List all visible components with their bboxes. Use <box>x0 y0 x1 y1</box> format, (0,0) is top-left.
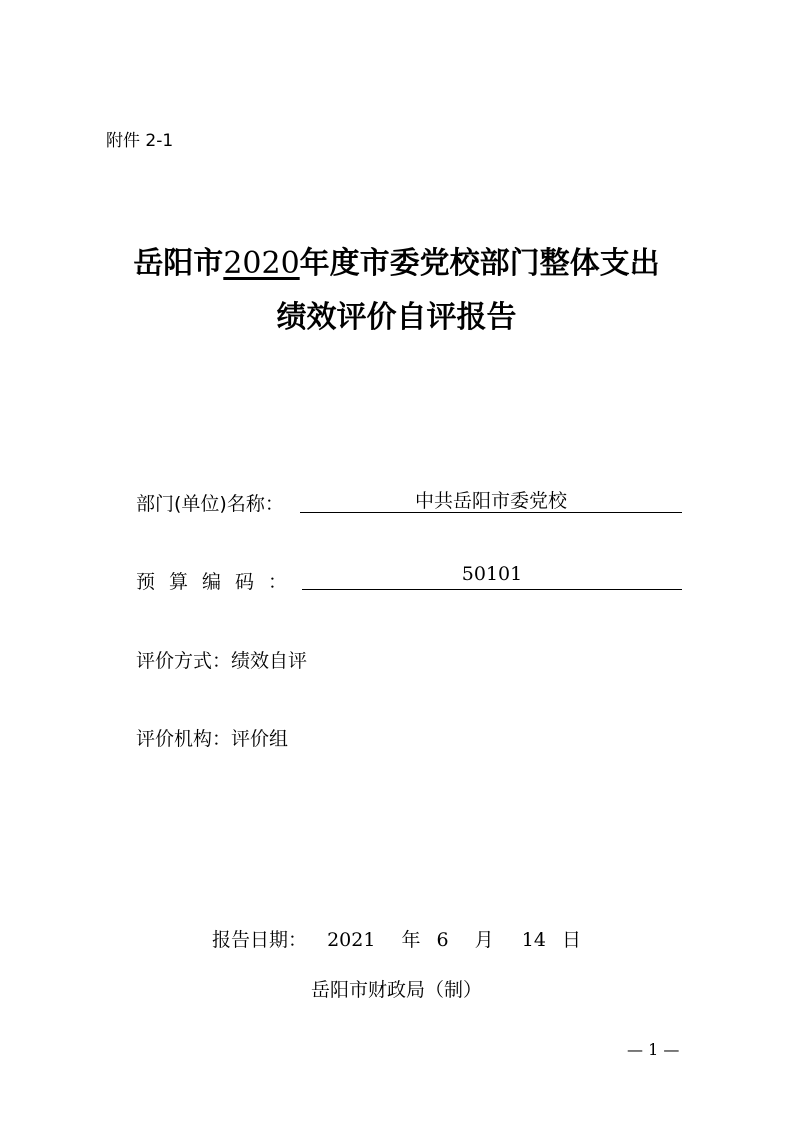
department-label: 部门(单位)名称： <box>136 493 284 515</box>
agency-value: 评价组 <box>231 728 289 750</box>
report-date-month-unit: 月 <box>474 929 494 951</box>
attachment-label: 附件 2-1 <box>106 131 174 151</box>
department-value: 中共岳阳市委党校 <box>300 486 682 513</box>
method-value: 绩效自评 <box>231 650 308 672</box>
evaluation-method <box>136 646 307 673</box>
report-date-day: 14 <box>521 929 546 951</box>
method-label: 评价方式： <box>136 650 232 672</box>
report-date-label: 报告日期： <box>212 929 308 951</box>
report-title-line1 <box>0 238 793 282</box>
evaluation-agency <box>136 724 288 751</box>
issuer: 岳阳市财政局（制） <box>310 979 482 1001</box>
budget-code-value: 50101 <box>302 563 682 590</box>
budget-code-label: 预算编码： <box>136 571 302 593</box>
title-suffix: 年度市委党校部门整体支出 <box>299 246 660 281</box>
agency-label: 评价机构： <box>136 728 232 750</box>
title-prefix: 岳阳市 <box>133 246 224 281</box>
report-date-year: 2021 <box>327 929 376 951</box>
title-year: 2020 <box>223 246 300 281</box>
report-title-line2: 绩效评价自评报告 <box>276 300 517 335</box>
page-number: — 1 — <box>627 1040 680 1059</box>
report-date <box>0 925 793 952</box>
report-date-year-unit: 年 <box>401 929 421 951</box>
report-date-month: 6 <box>436 929 449 951</box>
report-date-day-unit: 日 <box>561 929 581 951</box>
